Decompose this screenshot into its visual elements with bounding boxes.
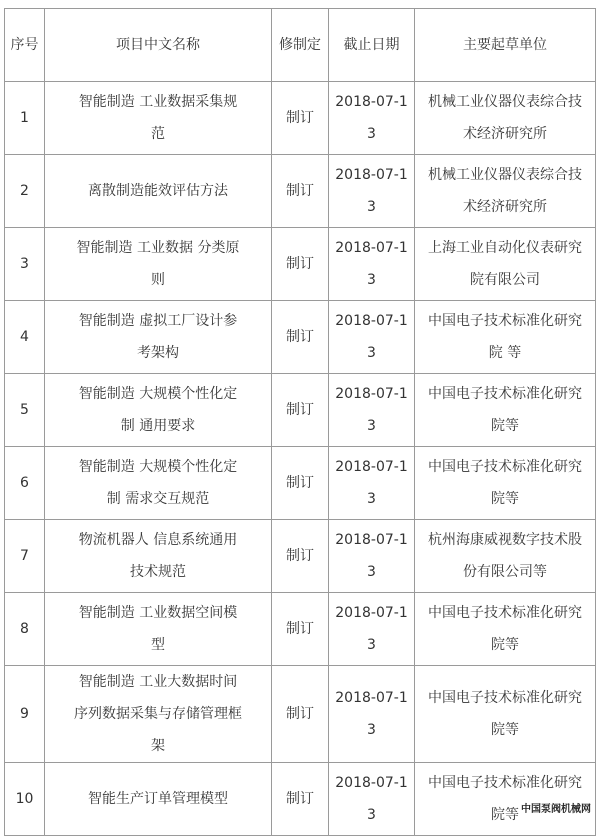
header-unit: 主要起草单位 bbox=[415, 9, 596, 82]
cell-no bbox=[5, 447, 45, 520]
cell-name bbox=[45, 763, 272, 836]
cell-no-text: 8 bbox=[20, 621, 29, 637]
cell-type bbox=[272, 374, 329, 447]
cell-no-text: 4 bbox=[20, 329, 29, 345]
cell-type-text: 制订 bbox=[286, 329, 314, 345]
cell-name-text: 智能生产订单管理模型 bbox=[88, 791, 228, 807]
cell-type-text: 制订 bbox=[286, 475, 314, 491]
cell-date-text: 2018-07-13 bbox=[335, 386, 408, 434]
header-date: 截止日期 bbox=[329, 9, 415, 82]
cell-date-text: 2018-07-13 bbox=[335, 94, 408, 142]
cell-unit-text: 中国电子技术标准化研究院等 bbox=[428, 690, 582, 738]
cell-type-text: 制订 bbox=[286, 183, 314, 199]
cell-no-text: 6 bbox=[20, 475, 29, 491]
cell-date bbox=[329, 155, 415, 228]
cell-name-text: 智能制造 工业大数据时间序列数据采集与存储管理框架 bbox=[74, 674, 242, 754]
table-row bbox=[5, 666, 596, 763]
cell-date-text: 2018-07-13 bbox=[335, 690, 408, 738]
cell-date-text: 2018-07-13 bbox=[335, 240, 408, 288]
cell-type bbox=[272, 666, 329, 763]
cell-unit bbox=[415, 301, 596, 374]
table-row bbox=[5, 301, 596, 374]
cell-name bbox=[45, 520, 272, 593]
cell-no bbox=[5, 228, 45, 301]
cell-name bbox=[45, 374, 272, 447]
header-type: 修制定 bbox=[272, 9, 329, 82]
cell-date bbox=[329, 228, 415, 301]
cell-date-text: 2018-07-13 bbox=[335, 313, 408, 361]
cell-type bbox=[272, 301, 329, 374]
cell-unit bbox=[415, 666, 596, 763]
table-row bbox=[5, 374, 596, 447]
cell-type-text: 制订 bbox=[286, 621, 314, 637]
cell-type bbox=[272, 520, 329, 593]
cell-no-text: 7 bbox=[20, 548, 29, 564]
cell-name-text: 离散制造能效评估方法 bbox=[88, 183, 228, 199]
cell-name bbox=[45, 82, 272, 155]
cell-date bbox=[329, 374, 415, 447]
cell-unit bbox=[415, 374, 596, 447]
cell-no bbox=[5, 666, 45, 763]
cell-date bbox=[329, 447, 415, 520]
cell-name bbox=[45, 301, 272, 374]
cell-type-text: 制订 bbox=[286, 548, 314, 564]
cell-no-text: 10 bbox=[15, 791, 34, 807]
cell-unit bbox=[415, 520, 596, 593]
table-row bbox=[5, 447, 596, 520]
cell-no-text: 3 bbox=[20, 256, 29, 272]
cell-name bbox=[45, 155, 272, 228]
cell-date-text: 2018-07-13 bbox=[335, 532, 408, 580]
cell-no bbox=[5, 155, 45, 228]
cell-date bbox=[329, 82, 415, 155]
cell-type-text: 制订 bbox=[286, 256, 314, 272]
cell-unit-text: 中国电子技术标准化研究院等 bbox=[428, 459, 582, 507]
header-no: 序号 bbox=[5, 9, 45, 82]
cell-unit-text: 机械工业仪器仪表综合技术经济研究所 bbox=[428, 167, 582, 215]
cell-type bbox=[272, 82, 329, 155]
watermark: 中国泵阀机械网 bbox=[521, 804, 591, 815]
cell-unit-text: 中国电子技术标准化研究院 等 bbox=[428, 313, 582, 361]
cell-date bbox=[329, 520, 415, 593]
cell-unit bbox=[415, 228, 596, 301]
cell-name bbox=[45, 593, 272, 666]
cell-type-text: 制订 bbox=[286, 706, 314, 722]
cell-unit-text: 中国电子技术标准化研究院等 bbox=[428, 775, 582, 823]
cell-name-text: 智能制造 工业数据空间模型 bbox=[78, 605, 238, 653]
cell-type bbox=[272, 763, 329, 836]
cell-no bbox=[5, 593, 45, 666]
cell-date-text: 2018-07-13 bbox=[335, 167, 408, 215]
cell-type-text: 制订 bbox=[286, 791, 314, 807]
cell-name-text: 智能制造 虚拟工厂设计参考架构 bbox=[78, 313, 238, 361]
cell-name bbox=[45, 447, 272, 520]
cell-type-text: 制订 bbox=[286, 110, 314, 126]
cell-date bbox=[329, 763, 415, 836]
cell-unit bbox=[415, 82, 596, 155]
cell-unit bbox=[415, 763, 596, 836]
cell-unit-text: 中国电子技术标准化研究院等 bbox=[428, 605, 582, 653]
cell-date bbox=[329, 301, 415, 374]
table-row bbox=[5, 520, 596, 593]
cell-unit-text: 杭州海康威视数字技术股份有限公司等 bbox=[428, 532, 582, 580]
cell-no-text: 5 bbox=[20, 402, 29, 418]
cell-no bbox=[5, 374, 45, 447]
cell-name-text: 物流机器人 信息系统通用技术规范 bbox=[78, 532, 238, 580]
cell-name bbox=[45, 228, 272, 301]
table-row bbox=[5, 228, 596, 301]
table-row bbox=[5, 82, 596, 155]
table-row bbox=[5, 155, 596, 228]
cell-unit-text: 上海工业自动化仪表研究院有限公司 bbox=[428, 240, 582, 288]
table-body bbox=[5, 82, 596, 836]
cell-unit bbox=[415, 155, 596, 228]
cell-unit-text: 机械工业仪器仪表综合技术经济研究所 bbox=[428, 94, 582, 142]
cell-type-text: 制订 bbox=[286, 402, 314, 418]
cell-name-text: 智能制造 大规模个性化定制 通用要求 bbox=[78, 386, 238, 434]
table-row bbox=[5, 593, 596, 666]
cell-name-text: 智能制造 工业数据 分类原则 bbox=[76, 240, 240, 288]
cell-date bbox=[329, 666, 415, 763]
cell-type bbox=[272, 447, 329, 520]
cell-name bbox=[45, 666, 272, 763]
cell-no-text: 9 bbox=[20, 706, 29, 722]
cell-no-text: 2 bbox=[20, 183, 29, 199]
table-row bbox=[5, 763, 596, 836]
cell-date-text: 2018-07-13 bbox=[335, 605, 408, 653]
cell-no bbox=[5, 82, 45, 155]
cell-date bbox=[329, 593, 415, 666]
cell-date-text: 2018-07-13 bbox=[335, 459, 408, 507]
standards-table bbox=[4, 8, 596, 836]
cell-type bbox=[272, 155, 329, 228]
cell-type bbox=[272, 228, 329, 301]
header-name: 项目中文名称 bbox=[45, 9, 272, 82]
cell-date-text: 2018-07-13 bbox=[335, 775, 408, 823]
cell-name-text: 智能制造 大规模个性化定制 需求交互规范 bbox=[78, 459, 238, 507]
cell-no bbox=[5, 763, 45, 836]
cell-unit bbox=[415, 447, 596, 520]
cell-no bbox=[5, 301, 45, 374]
cell-no bbox=[5, 520, 45, 593]
cell-name-text: 智能制造 工业数据采集规范 bbox=[78, 94, 238, 142]
cell-type bbox=[272, 593, 329, 666]
table-header-row bbox=[5, 9, 596, 82]
cell-no-text: 1 bbox=[20, 110, 29, 126]
cell-unit-text: 中国电子技术标准化研究院等 bbox=[428, 386, 582, 434]
cell-unit bbox=[415, 593, 596, 666]
